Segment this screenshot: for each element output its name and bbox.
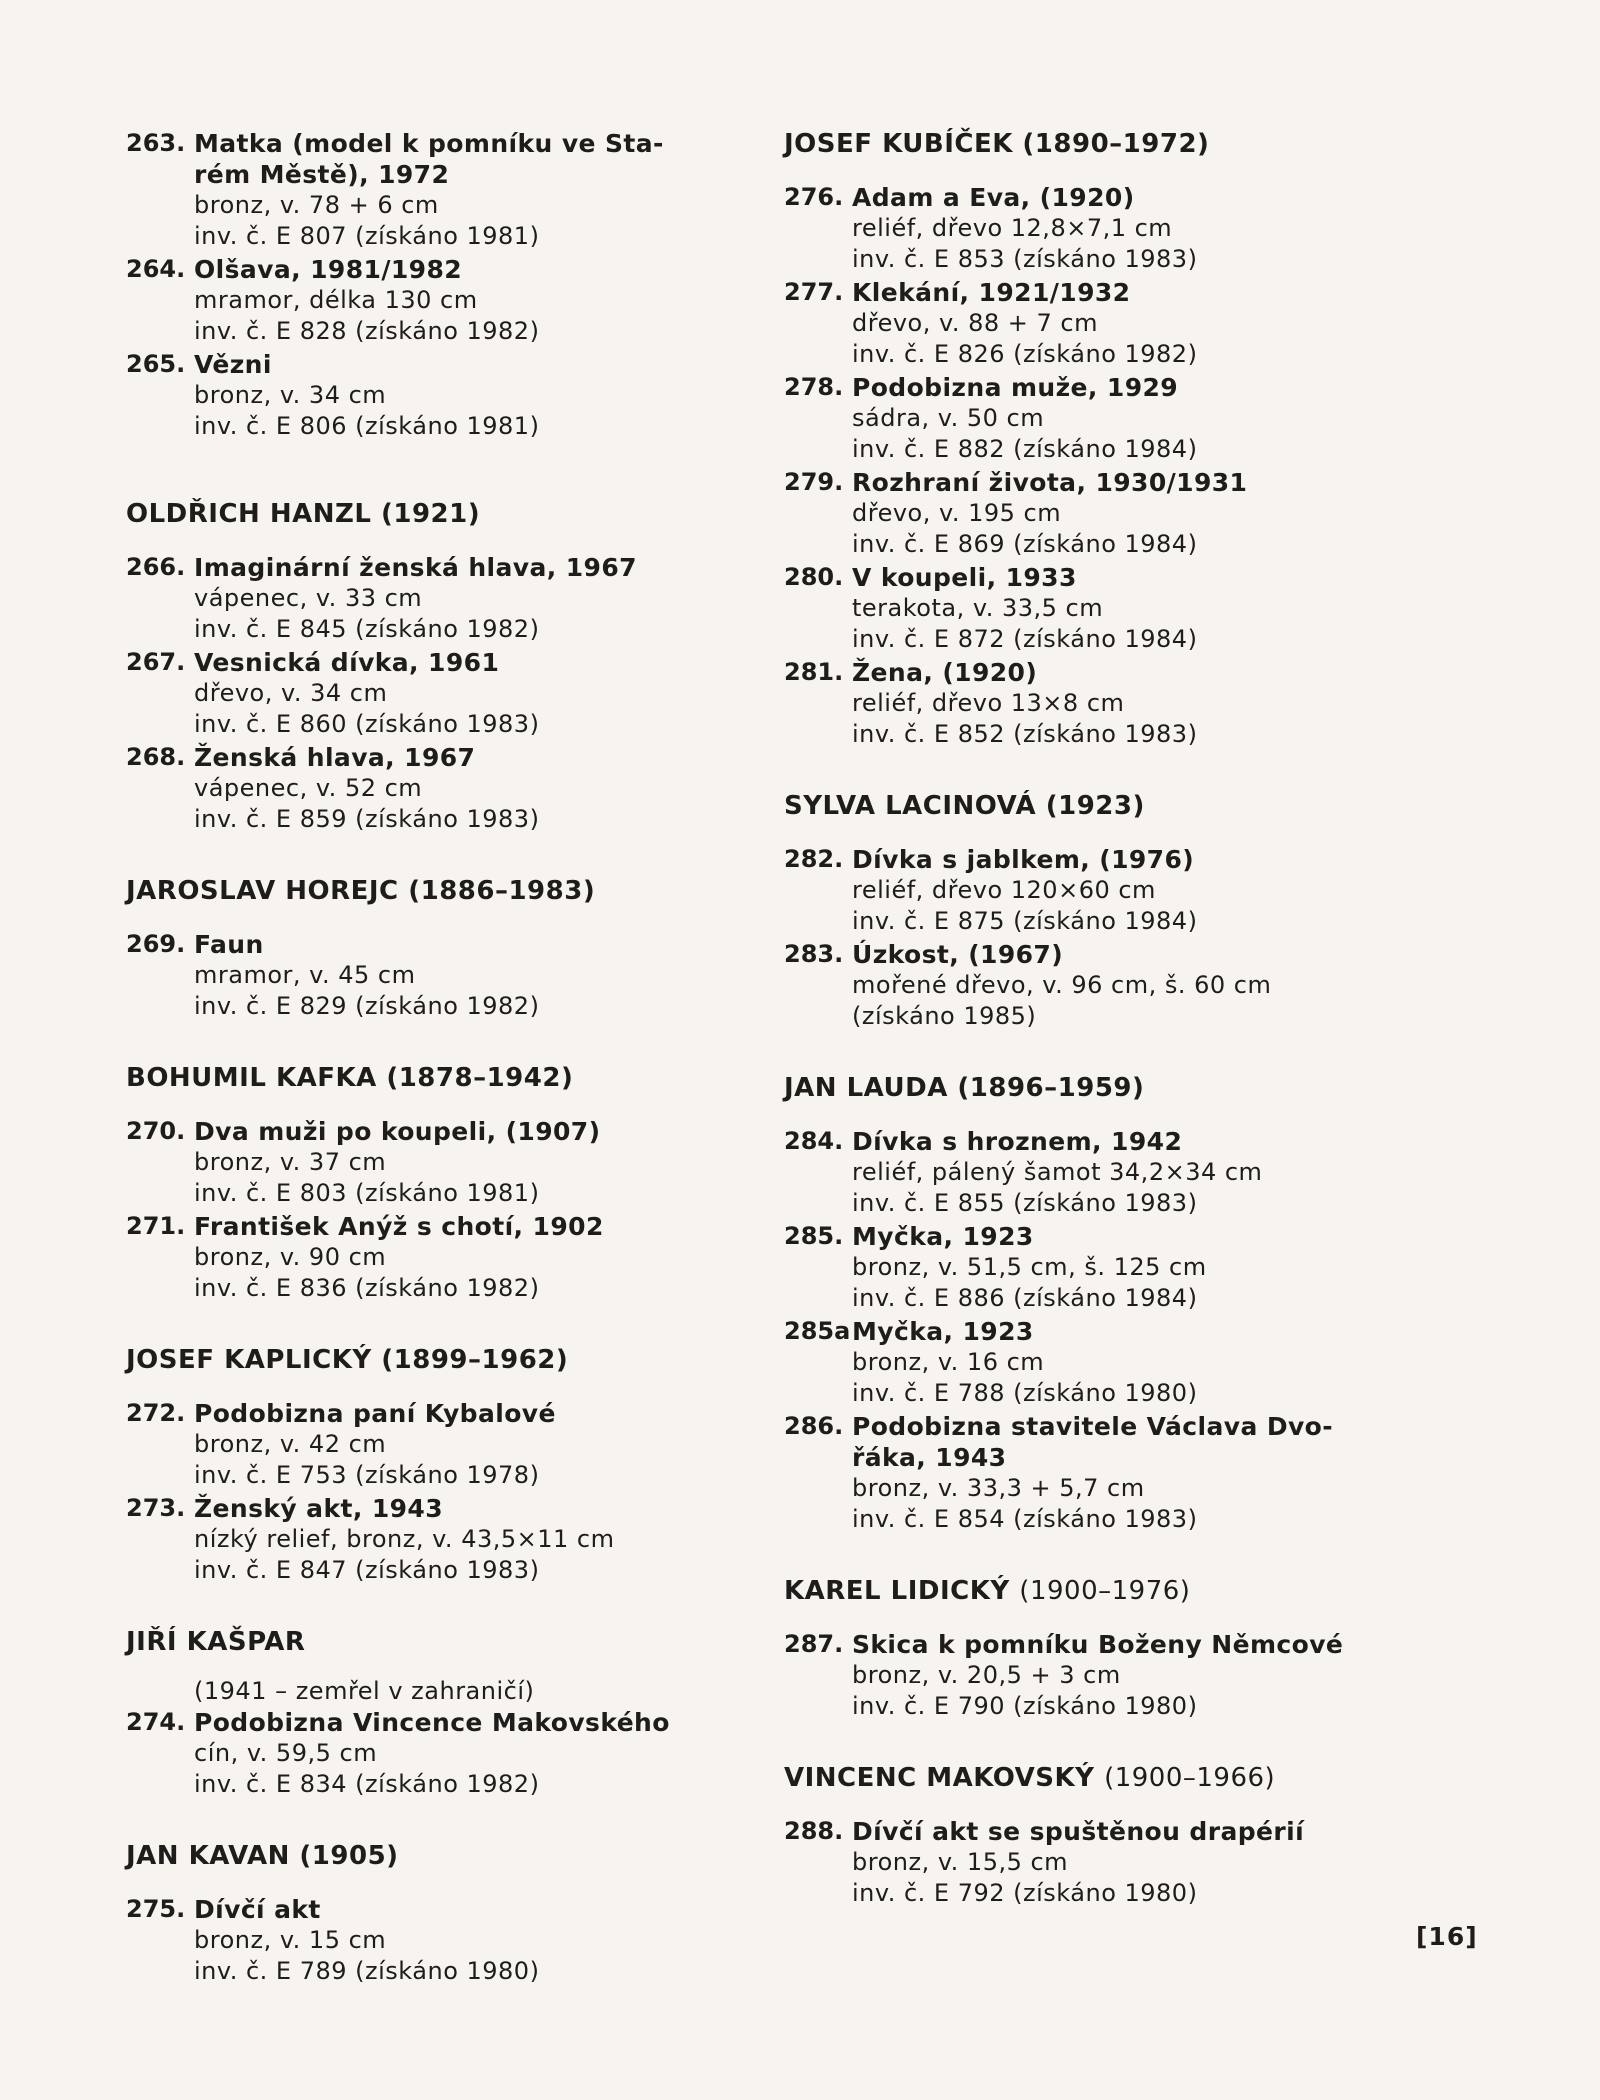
artist-heading [784,1072,1384,1104]
entry-title: Faun [194,930,264,959]
entry-inventory: inv. č. E 753 (získáno 1978) [194,1461,540,1489]
catalog-entry [126,1398,726,1491]
catalog-entry [126,128,726,252]
entry-title: Dívčí akt [194,1895,321,1924]
entry-number: 272. [126,1399,186,1427]
entry-title: Rozhraní života, 1930/1931 [852,468,1248,497]
artist-lifespan: (1886–1983) [408,876,596,906]
artist-name: JOSEF KUBÍČEK [784,129,1013,159]
entry-material: bronz, v. 16 cm [852,1348,1045,1376]
catalog-entry [126,1211,726,1304]
entry-number: 270. [126,1117,186,1145]
entry-number: 277. [784,278,844,306]
artist-heading [126,1344,726,1376]
entry-material: reliéf, dřevo 12,8×7,1 cm [852,214,1173,242]
artist-heading [126,498,726,530]
entry-number: 274. [126,1708,186,1736]
artist-lifespan: (1890–1972) [1022,129,1210,159]
entry-inventory: inv. č. E 803 (získáno 1981) [194,1179,540,1207]
entry-inventory: inv. č. E 882 (získáno 1984) [852,435,1198,463]
artist-heading [126,875,726,907]
entry-material: mramor, v. 45 cm [194,961,416,989]
catalog-entry [784,1126,1384,1219]
entry-material: mramor, délka 130 cm [194,286,478,314]
right-column [784,128,1384,1911]
entry-title: Úzkost, (1967) [852,940,1064,969]
entry-title: Skica k pomníku Boženy Němcové [852,1630,1344,1659]
artist-name: JAN KAVAN [126,1841,290,1871]
artist-name: OLDŘICH HANZL [126,499,372,529]
artist-heading [126,1062,726,1094]
catalog-entry [126,647,726,740]
entry-inventory: inv. č. E 789 (získáno 1980) [194,1957,540,1985]
entry-material: cín, v. 59,5 cm [194,1739,378,1767]
entry-number: 283. [784,940,844,968]
catalog-entry [784,562,1384,655]
entry-inventory: inv. č. E 806 (získáno 1981) [194,412,540,440]
entry-inventory: inv. č. E 834 (získáno 1982) [194,1770,540,1798]
artist-heading [784,1575,1384,1607]
entry-inventory: inv. č. E 875 (získáno 1984) [852,907,1198,935]
entry-title: Ženský akt, 1943 [194,1494,444,1523]
artist-name: SYLVA LACINOVÁ [784,791,1037,821]
artist-lifespan: (1900–1966) [1104,1763,1276,1793]
artist-name: JAROSLAV HOREJC [126,876,399,906]
artist-lifespan: (1905) [299,1841,399,1871]
artist-lifespan: (1896–1959) [957,1073,1145,1103]
entry-title: Dva muži po koupeli, (1907) [194,1117,601,1146]
artist-lifespan: (1900–1976) [1019,1576,1191,1606]
entry-title: Adam a Eva, (1920) [852,183,1135,212]
entry-material: bronz, v. 33,3 + 5,7 cm [852,1474,1145,1502]
entry-number: 269. [126,930,186,958]
entry-inventory: inv. č. E 854 (získáno 1983) [852,1505,1198,1533]
entry-material: bronz, v. 15,5 cm [852,1848,1069,1876]
entry-number: 285. [784,1222,844,1250]
catalog-entry [784,1816,1384,1909]
entry-inventory: inv. č. E 845 (získáno 1982) [194,615,540,643]
entry-title: Podobizna stavitele Václava Dvo- [852,1412,1334,1441]
entry-title: V koupeli, 1933 [852,563,1077,592]
entry-title: Vesnická dívka, 1961 [194,648,500,677]
artist-heading [784,1762,1384,1794]
catalog-entry [784,277,1384,370]
entry-number: 285a [784,1317,851,1345]
entry-number: 286. [784,1412,844,1440]
catalog-entry [784,1411,1384,1535]
catalog-entry [126,1493,726,1586]
entry-material: mořené dřevo, v. 96 cm, š. 60 cm [852,971,1272,999]
catalog-entry [784,372,1384,465]
entry-material: reliéf, dřevo 120×60 cm [852,876,1156,904]
artist-heading [784,128,1384,160]
entry-inventory: inv. č. E 826 (získáno 1982) [852,340,1198,368]
entry-number: 264. [126,255,186,283]
catalog-entry [784,182,1384,275]
entry-inventory: inv. č. E 869 (získáno 1984) [852,530,1198,558]
entry-material: bronz, v. 15 cm [194,1926,387,1954]
artist-lifespan: (1923) [1045,791,1145,821]
entry-title: Dívka s hroznem, 1942 [852,1127,1183,1156]
entry-title: Podobizna paní Kybalové [194,1399,556,1428]
artist-lifespan: (1899–1962) [381,1345,569,1375]
entry-title: Podobizna muže, 1929 [852,373,1179,402]
entry-number: 266. [126,553,186,581]
artist-name: JOSEF KAPLICKÝ [126,1345,372,1375]
entry-number: 268. [126,743,186,771]
artist-heading [784,790,1384,822]
entry-material: bronz, v. 51,5 cm, š. 125 cm [852,1253,1207,1281]
entry-number: 281. [784,658,844,686]
entry-inventory: (získáno 1985) [852,1002,1037,1030]
entry-material: sádra, v. 50 cm [852,404,1045,432]
entry-number: 280. [784,563,844,591]
artist-name: KAREL LIDICKÝ [784,1576,1010,1606]
entry-inventory: inv. č. E 886 (získáno 1984) [852,1284,1198,1312]
artist-name: JIŘÍ KAŠPAR [126,1627,306,1657]
entry-inventory: inv. č. E 859 (získáno 1983) [194,805,540,833]
entry-inventory: inv. č. E 836 (získáno 1982) [194,1274,540,1302]
catalog-entry [126,349,726,442]
entry-number: 265. [126,350,186,378]
entry-number: 288. [784,1817,844,1845]
catalog-entry [784,844,1384,937]
entry-number: 284. [784,1127,844,1155]
artist-lifespan: (1921) [380,499,481,529]
entry-number: 273. [126,1494,186,1522]
catalog-entry [126,1707,726,1800]
entry-inventory: inv. č. E 807 (získáno 1981) [194,222,540,250]
catalog-entry [784,657,1384,750]
entry-title: Vězni [194,350,272,379]
entry-material: dřevo, v. 195 cm [852,499,1062,527]
entry-title-cont: rém Městě), 1972 [194,160,450,189]
artist-lifespan: (1878–1942) [386,1063,574,1093]
page-number: [16] [1416,1922,1478,1951]
artist-name: JAN LAUDA [784,1073,948,1103]
left-column [126,128,726,1989]
entry-number: 276. [784,183,844,211]
entry-inventory: inv. č. E 853 (získáno 1983) [852,245,1198,273]
catalog-entry [784,1221,1384,1314]
entry-inventory: inv. č. E 829 (získáno 1982) [194,992,540,1020]
entry-number: 279. [784,468,844,496]
artist-note: (1941 – zemřel v zahraničí) [194,1677,535,1705]
entry-title: František Anýž s chotí, 1902 [194,1212,604,1241]
entry-material: bronz, v. 37 cm [194,1148,387,1176]
entry-material: bronz, v. 78 + 6 cm [194,191,439,219]
artist-name: BOHUMIL KAFKA [126,1063,377,1093]
catalog-entry [784,1629,1384,1722]
entry-title: Olšava, 1981/1982 [194,255,463,284]
catalog-entry [126,552,726,645]
entry-number: 263. [126,129,186,157]
entry-inventory: inv. č. E 860 (získáno 1983) [194,710,540,738]
entry-title: Matka (model k pomníku ve Sta- [194,129,664,158]
catalog-entry [126,742,726,835]
entry-inventory: inv. č. E 792 (získáno 1980) [852,1879,1198,1907]
entry-title: Podobizna Vincence Makovského [194,1708,670,1737]
entry-material: dřevo, v. 34 cm [194,679,388,707]
catalog-entry [126,929,726,1022]
entry-material: vápenec, v. 52 cm [194,774,423,802]
entry-inventory: inv. č. E 828 (získáno 1982) [194,317,540,345]
artist-heading [126,1840,726,1872]
entry-number: 282. [784,845,844,873]
entry-title: Myčka, 1923 [852,1222,1034,1251]
catalog-entry [126,254,726,347]
catalog-entry [784,939,1384,1032]
entry-title: Myčka, 1923 [852,1317,1034,1346]
catalog-entry [126,1116,726,1209]
entry-material: bronz, v. 42 cm [194,1430,387,1458]
entry-inventory: inv. č. E 847 (získáno 1983) [194,1556,540,1584]
entry-inventory: inv. č. E 788 (získáno 1980) [852,1379,1198,1407]
artist-heading [126,1626,726,1658]
entry-number: 271. [126,1212,186,1240]
entry-title: Dívka s jablkem, (1976) [852,845,1195,874]
entry-material: bronz, v. 90 cm [194,1243,387,1271]
entry-material: bronz, v. 20,5 + 3 cm [852,1661,1121,1689]
entry-material: nízký relief, bronz, v. 43,5×11 cm [194,1525,615,1553]
entry-material: reliéf, dřevo 13×8 cm [852,689,1125,717]
catalog-entry [784,1316,1384,1409]
entry-material: terakota, v. 33,5 cm [852,594,1104,622]
entry-material: vápenec, v. 33 cm [194,584,423,612]
catalog-entry [126,1894,726,1987]
entry-title: Dívčí akt se spuštěnou drapérií [852,1817,1305,1846]
entry-material: reliéf, pálený šamot 34,2×34 cm [852,1158,1263,1186]
entry-number: 267. [126,648,186,676]
entry-number: 287. [784,1630,844,1658]
entry-inventory: inv. č. E 790 (získáno 1980) [852,1692,1198,1720]
entry-title-cont: řáka, 1943 [852,1443,1007,1472]
artist-name: VINCENC MAKOVSKÝ [784,1763,1095,1793]
entry-title: Žena, (1920) [852,658,1038,687]
entry-title: Ženská hlava, 1967 [194,743,476,772]
entry-material: bronz, v. 34 cm [194,381,387,409]
entry-inventory: inv. č. E 872 (získáno 1984) [852,625,1198,653]
entry-title: Imaginární ženská hlava, 1967 [194,553,637,582]
entry-number: 278. [784,373,844,401]
entry-title: Klekání, 1921/1932 [852,278,1131,307]
entry-inventory: inv. č. E 855 (získáno 1983) [852,1189,1198,1217]
entry-number: 275. [126,1895,186,1923]
entry-material: dřevo, v. 88 + 7 cm [852,309,1098,337]
entry-inventory: inv. č. E 852 (získáno 1983) [852,720,1198,748]
catalog-entry [784,467,1384,560]
